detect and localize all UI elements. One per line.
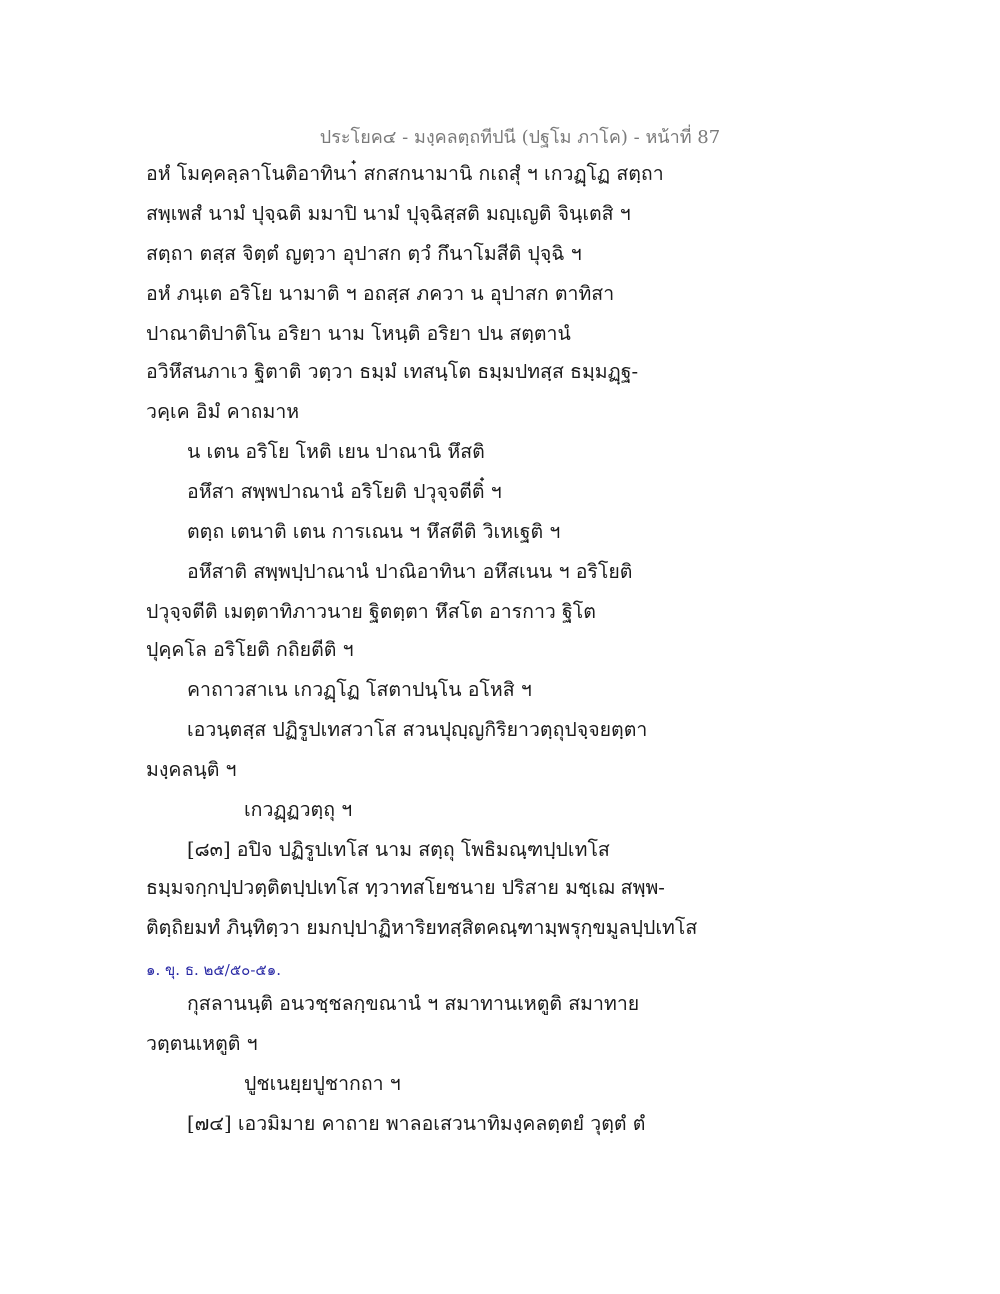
text-line: [๘๓] อปิจ ปฏิรูปเทโส นาม สตฺถุ โพธิมณฺฑปฺปเทโส bbox=[187, 838, 610, 861]
text-line: อหํ โมคฺคลฺลาโนติอาทินา๋ สกสกนามานิ กเถสุํ ฯ เกวฏฺโฏ สตฺถา bbox=[146, 162, 664, 185]
text-line: วคฺเค อิมํ คาถมาห bbox=[146, 400, 300, 423]
footnote: ๑. ขุ. ธ. ๒๕/๕๐-๕๑. bbox=[146, 961, 282, 979]
text-line: อวิหึสนภาเว ฐิตาติ วตฺวา ธมฺมํ เทสนฺโต ธมฺมปทสฺส ธมฺมฏฺฐ- bbox=[146, 360, 639, 383]
verse-line: น เตน อริโย โหติ เยน ปาณานิ หึสติ bbox=[187, 440, 485, 463]
text-line: ตตฺถ เตนาติ เตน การเณน ฯ หึสตีติ วิเหเฐติ ฯ bbox=[187, 520, 561, 543]
verse-line: อหึสา สพฺพปาณานํ อริโยติ ปวุจฺจตีติ๋ ฯ bbox=[187, 480, 502, 503]
text-line: มงฺคลนฺติ ฯ bbox=[146, 758, 237, 781]
text-line: สตฺถา ตสฺส จิตฺตํ ญตฺวา อุปาสก ตฺวํ กึนาโมสีติ ปุจฺฉิ ฯ bbox=[146, 242, 582, 265]
text-line: ปวุจฺจตีติ เมตฺตาทิภาวนาย ฐิตตฺตา หึสโต อารกาว ฐิโต bbox=[146, 600, 596, 623]
text-line: เอวนฺตสฺส ปฏิรูปเทสวาโส สวนปุญฺญกิริยาวตฺถุปจฺจยตฺตา bbox=[187, 718, 648, 741]
text-line: กุสลานนฺติ อนวชฺชลกฺขณานํ ฯ สมาทานเหตูติ สมาทาย bbox=[187, 992, 640, 1015]
text-line: สพฺเพสํ นามํ ปุจฺฉติ มมาปิ นามํ ปุจฺฉิสฺสติ มญฺเญติ จินฺเตสิ ฯ bbox=[146, 202, 631, 225]
section-title: ปูชเนยฺยปูชากถา ฯ bbox=[244, 1072, 401, 1095]
section-title: เกวฏฺฏวตฺถุ ฯ bbox=[244, 798, 353, 821]
page-header: ประโยค๔ - มงฺคลตฺถทีปนี (ปฐโม ภาโค) - หน้าที่ 87 bbox=[319, 127, 721, 148]
text-line: [๗๔] เอวมิมาย คาถาย พาลอเสวนาทิมงฺคลตฺตยํ วุตฺตํ ตํ bbox=[187, 1112, 646, 1135]
text-line: อหึสาติ สพฺพปฺปาณานํ ปาณิอาทินา อหึสเนน ฯ อริโยติ bbox=[187, 560, 633, 583]
text-line: อหํ ภนฺเต อริโย นามาติ ฯ อถสฺส ภควา น อุปาสก ตาทิสา bbox=[146, 282, 615, 305]
text-line: วตฺตนเหตูติ ฯ bbox=[146, 1032, 258, 1055]
text-line: ปุคฺคโล อริโยติ กถิยตีติ ฯ bbox=[146, 638, 354, 661]
text-line: ปาณาติปาติโน อริยา นาม โหนฺติ อริยา ปน สตฺตานํ bbox=[146, 322, 571, 345]
text-line: ติตฺถิยมทํ ภินฺทิตฺวา ยมกปฺปาฏิหาริยทสฺสิตคณฺฑามฺพรุกฺขมูลปฺปเทโส bbox=[146, 916, 698, 939]
text-line: คาถาวสาเน เกวฏฺโฏ โสตาปนฺโน อโหสิ ฯ bbox=[187, 678, 532, 701]
text-line: ธมฺมจกฺกปฺปวตฺติตปฺปเทโส ทฺวาทสโยชนาย ปริสาย มชฺเฌ สพฺพ- bbox=[146, 876, 665, 899]
